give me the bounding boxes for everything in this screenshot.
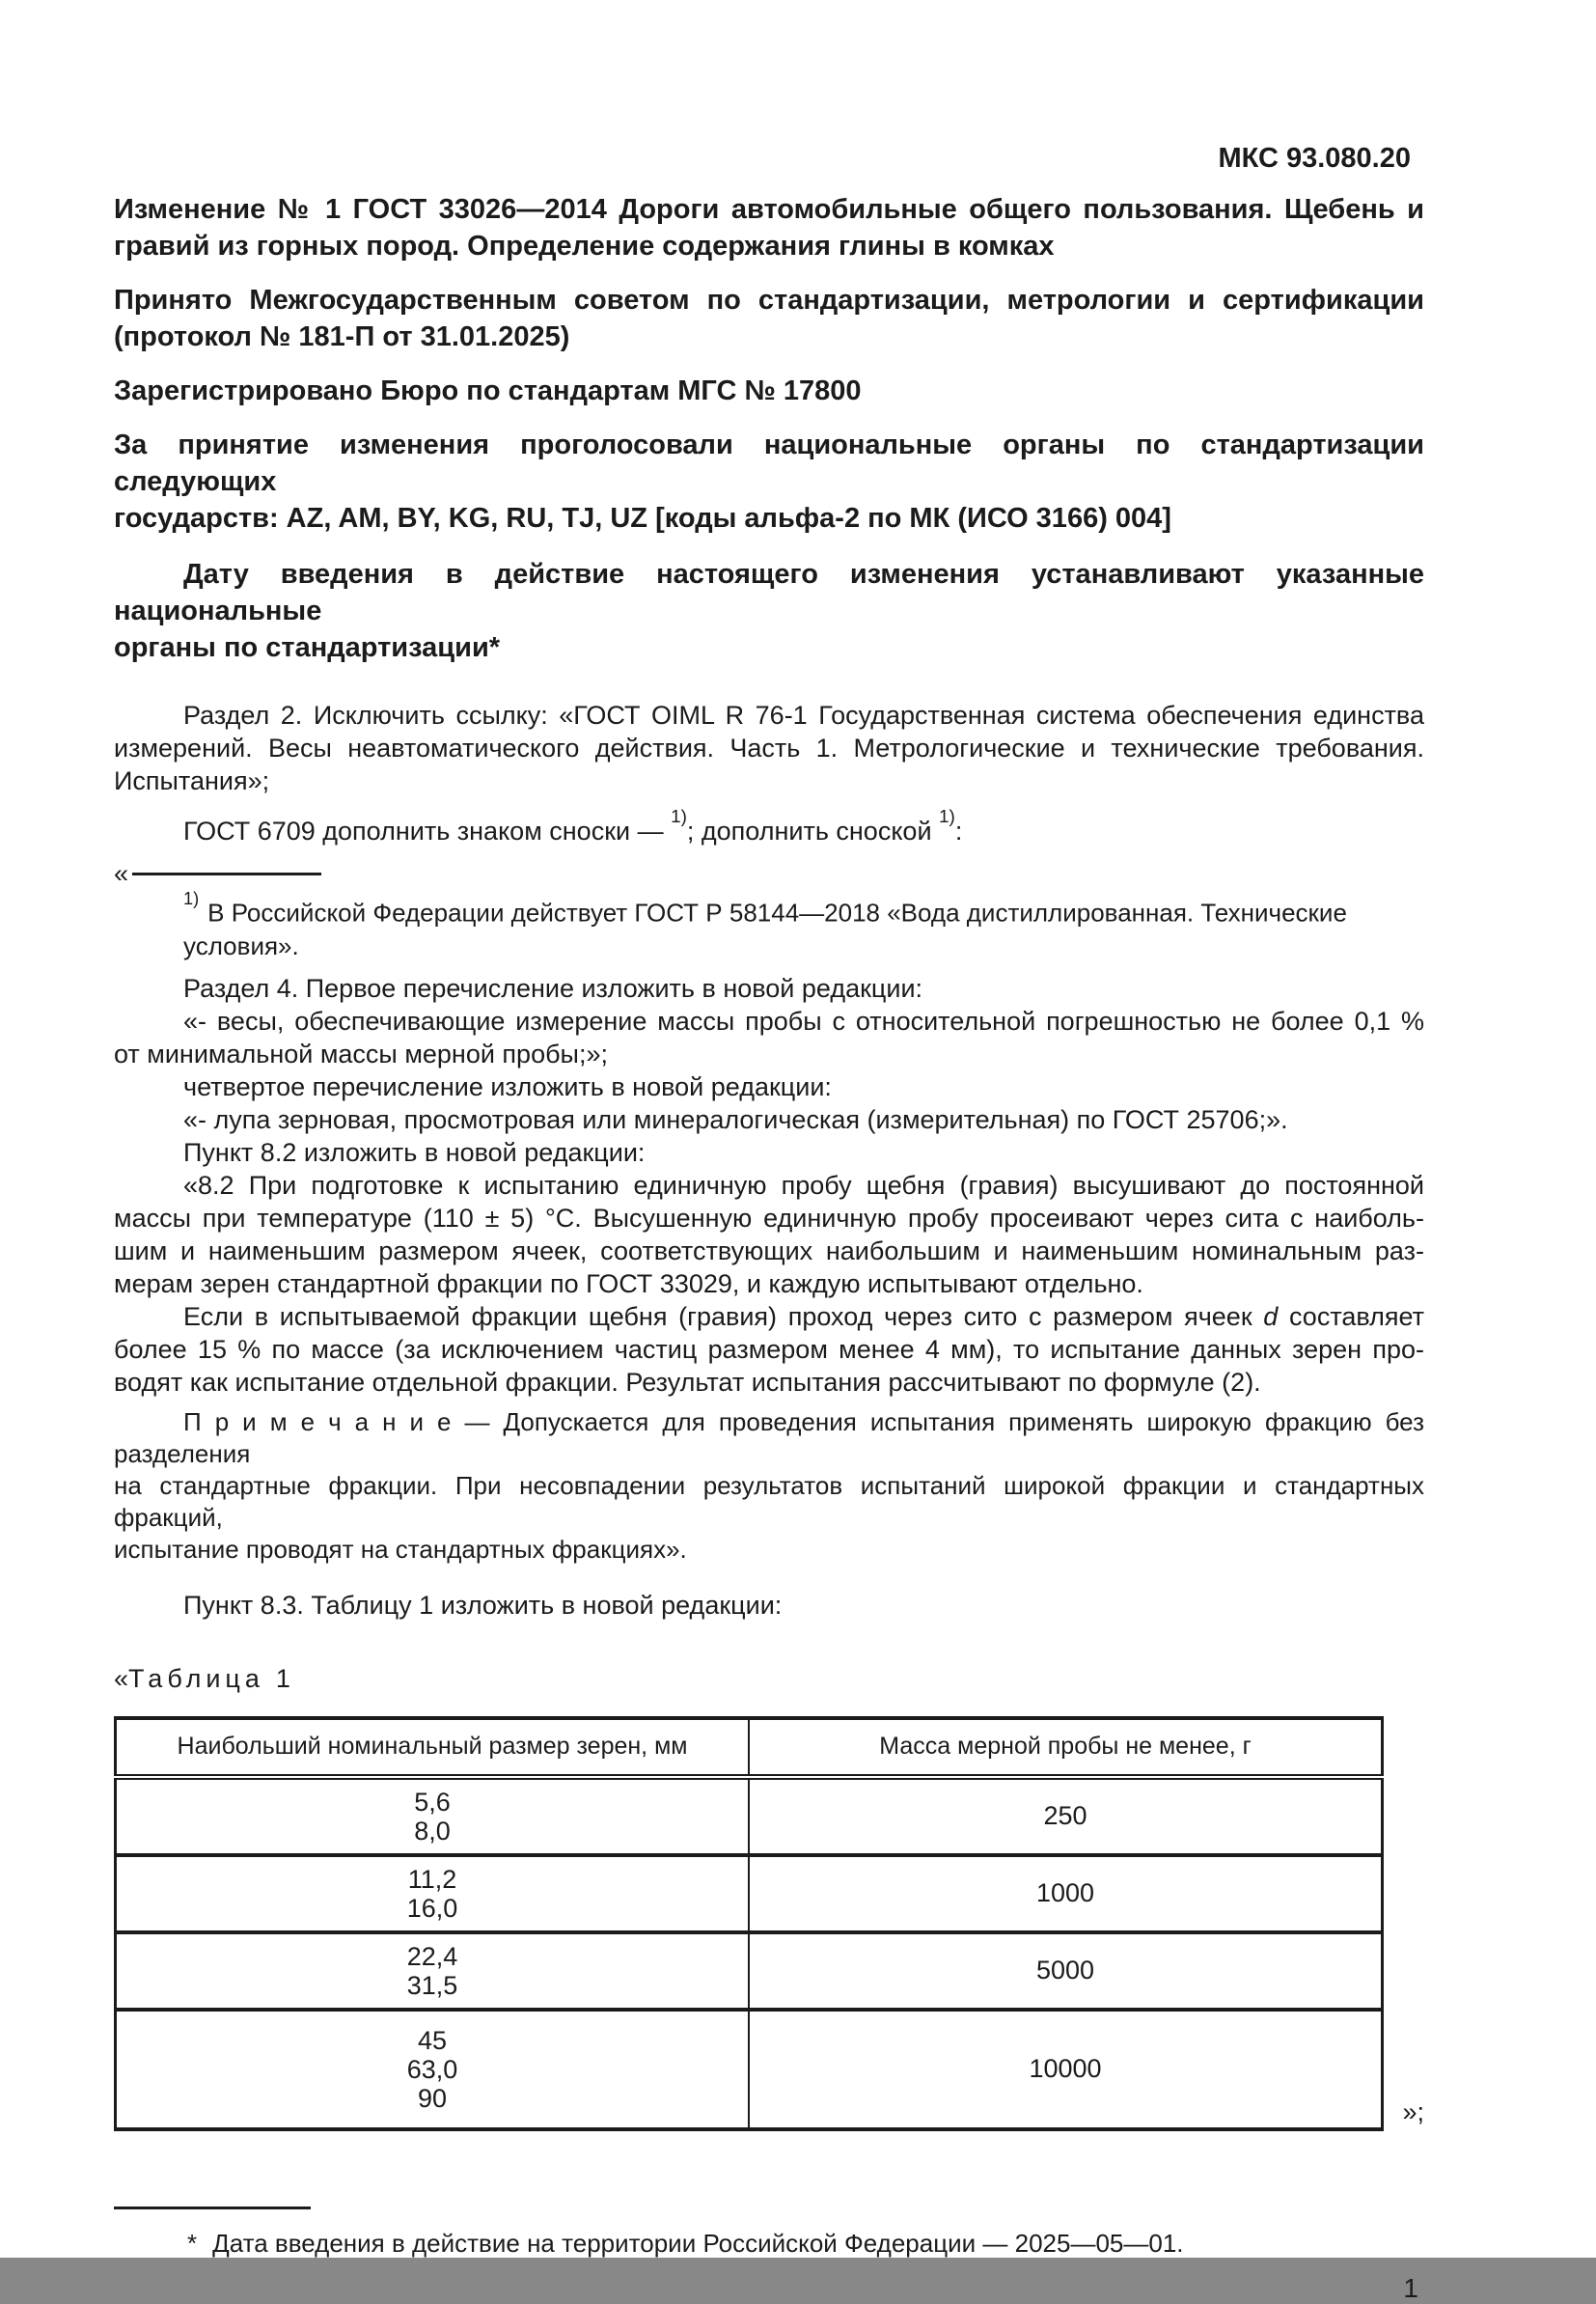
table-caption: «Таблица 1: [114, 1663, 290, 1693]
document-title: Изменение № 1 ГОСТ 33026—2014 Дороги автомобильные общего пользования. Щебень и гравий из горных пород. Определение содержания глины в комках: [114, 194, 1424, 262]
section2-paragraph: Раздел 2. Исключить ссылку: «ГОСТ OIML R 76-1 Государственная система обеспечения единства измерений. Весы неавтоматического действия. Часть 1. Метрологические и технические требования. Испытания»;: [114, 701, 1424, 795]
adoption-paragraph: Принято Межгосударственным советом по стандартизации, метрологии и сертификации (протокол № 181-П от 31.01.2025): [114, 285, 1424, 352]
sample-mass-cell: 1000: [749, 1855, 1383, 1932]
variable-d: d: [1263, 1301, 1279, 1331]
p82-paragraph: «8.2 При подготовке к испытанию единичную пробу щебня (гравия) высушивают до постоянной массы при температуре (110 ± 5) °С. Высушенную единичную пробу просеивают через сита с наиболь- шим и наименьшим размером ячеек, соответствующих наибольшим и наименьшим номинальным раз- мерам зерен стандартной фракции по ГОСТ 33029, и каждую испытывают отдельно.: [114, 1170, 1424, 1298]
col-header-sample-mass: Масса мерной пробы не менее, г: [749, 1718, 1383, 1777]
fourth-listing-intro: четвертое перечисление изложить в новой редакции:: [183, 1071, 832, 1101]
asterisk-marker: *: [187, 2228, 198, 2258]
sample-mass-cell: 250: [749, 1777, 1383, 1855]
scales-item: «- весы, обеспечивающие измерение массы пробы с относительной погрешностью не более 0,1 % от минимальной массы мерной пробы;»;: [114, 1006, 1424, 1069]
loupe-item: «- лупа зерновая, просмотровая или минералогическая (измерительная) по ГОСТ 25706;».: [183, 1104, 1288, 1134]
closing-quote-mark: »;: [1402, 2096, 1424, 2126]
sample-mass-cell: 10000: [749, 2010, 1383, 2129]
col-header-grain-size: Наибольший номинальный размер зерен, мм: [116, 1718, 750, 1777]
footnote-1: $^{1)}$ В Российской Федерации действует ГОСТ Р 58144—2018 «Вода дистиллированная. Технические условия».: [183, 888, 1347, 960]
date-footnote: * Дата введения в действие на территории Российской Федерации — 2025—05—01.: [187, 2228, 1184, 2258]
table-1-block: [114, 1716, 1424, 2131]
table-header-row: [116, 1718, 1383, 1777]
table-row: [116, 1855, 1383, 1932]
footnote-rule: [132, 873, 321, 875]
page-number: 1: [1403, 2272, 1418, 2303]
grain-size-cell: 5,6 8,0: [116, 1777, 750, 1855]
sample-mass-cell: 5000: [749, 1932, 1383, 2010]
registration-paragraph: Зарегистрировано Бюро по стандартам МГС № 17800: [114, 375, 862, 406]
bottom-footnote-rule: [114, 2207, 311, 2209]
voting-paragraph: За принятие изменения проголосовали национальные органы по стандартизации следующих государств: AZ, AM, BY, KG, RU, TJ, UZ [коды альфа-2 по МК (ИСО 3166) 004]: [114, 430, 1424, 534]
footnote-ref: 1): [939, 806, 955, 827]
footnote-separator: [114, 861, 1424, 886]
open-quote: «: [114, 1663, 129, 1693]
open-quote: «: [114, 859, 129, 888]
p82-continued-paragraph: Если в испытываемой фракции щебня (гравия) проход через сито с размером ячеек d составляет более 15 % по массе (за исключением частиц размером менее 4 мм), то испытание данных зерен про- водят как испытание отдельной фракции. Результат испытания рассчитывают по формуле (2).: [114, 1301, 1424, 1397]
grain-size-cell: 45 63,0 90: [116, 2010, 750, 2129]
table-row: [116, 2010, 1383, 2129]
note-paragraph: П р и м е ч а н и е — Допускается для проведения испытания применять широкую фракцию без разделения на стандартные фракции. При несовпадении результатов испытаний широкой фракции и стандартных фракций, испытание проводят на стандартных фракциях».: [114, 1406, 1424, 1564]
effective-date-paragraph: Дату введения в действие настоящего изменения устанавливают указанные национальные органы по стандартизации*: [114, 559, 1424, 663]
footnote-marker: 1): [183, 888, 200, 908]
sample-mass-table: [114, 1716, 1384, 2131]
grain-size-cell: 11,2 16,0: [116, 1855, 750, 1932]
gost6709-line: ГОСТ 6709 дополнить знаком сноски — $^{1)}$; дополнить сноской $^{1)}$:: [183, 806, 963, 846]
grain-size-cell: 22,4 31,5: [116, 1932, 750, 2010]
p83-intro: Пункт 8.3. Таблицу 1 изложить в новой редакции:: [183, 1590, 783, 1620]
p82-intro: Пункт 8.2 изложить в новой редакции:: [183, 1137, 646, 1167]
footnote-ref: 1): [671, 806, 687, 827]
mks-code: МКС 93.080.20: [1218, 143, 1411, 174]
table-row: [116, 1932, 1383, 2010]
section4-intro: Раздел 4. Первое перечисление изложить в новой редакции:: [183, 973, 923, 1003]
table-row: [116, 1777, 1383, 1855]
